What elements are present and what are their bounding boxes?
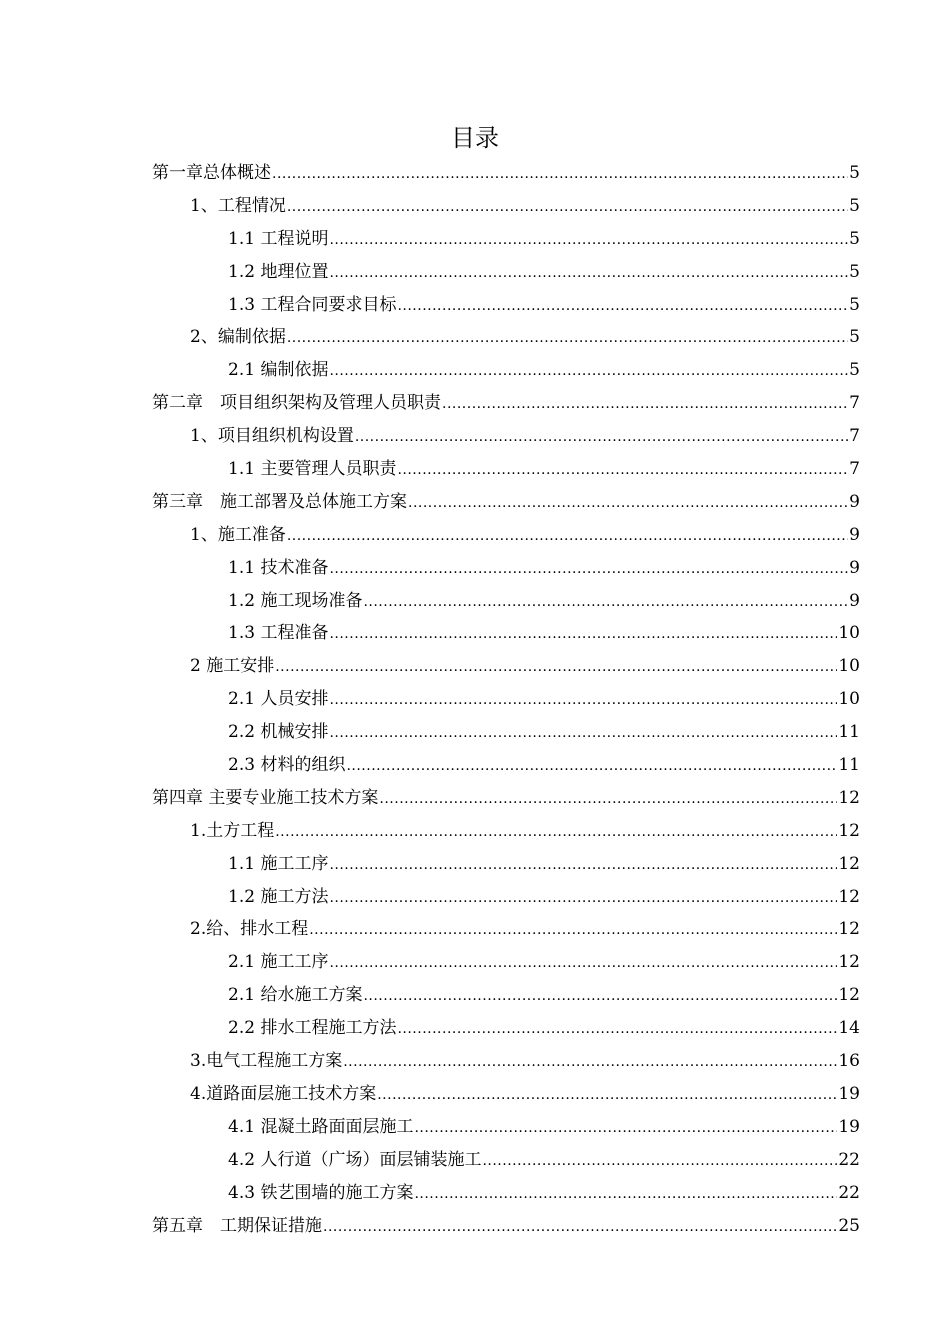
dot-leader	[329, 684, 837, 717]
toc-entry-label: 1.2 施工方法	[228, 886, 329, 907]
toc-entry-label: 1、工程情况	[190, 195, 286, 216]
dot-leader	[343, 1046, 837, 1079]
dot-leader	[275, 651, 837, 684]
toc-entry-page-number: 12	[838, 919, 860, 940]
toc-entry[interactable]	[152, 848, 860, 881]
toc-entry-page-number: 12	[838, 853, 860, 874]
toc-entry-page-number: 5	[849, 228, 860, 249]
toc-title: 目录	[451, 124, 499, 152]
toc-entry-page-number: 7	[849, 393, 860, 414]
toc-entry-page-number: 9	[849, 491, 860, 512]
toc-entry-label: 第一章总体概述	[152, 163, 271, 183]
toc-entry[interactable]	[152, 650, 860, 683]
toc-entry-label: 2.1 施工工序	[228, 952, 329, 973]
toc-entry-page-number: 9	[849, 557, 860, 578]
toc-entry-label: 1.3 工程准备	[228, 623, 329, 644]
toc-entry-label: 第五章 工期保证措施	[152, 1215, 322, 1236]
toc-entry[interactable]	[152, 387, 860, 420]
dot-leader	[329, 355, 848, 388]
dot-leader	[287, 322, 848, 355]
toc-entry[interactable]	[152, 420, 860, 453]
toc-entry-label: 3.电气工程施工方案	[190, 1051, 343, 1072]
toc-entry[interactable]	[152, 1177, 860, 1210]
toc-entry-page-number: 10	[838, 623, 860, 644]
dot-leader	[363, 980, 837, 1013]
dot-leader	[442, 388, 848, 421]
toc-entry[interactable]	[152, 552, 860, 585]
toc-entry-label: 1.1 工程说明	[228, 228, 329, 249]
dot-leader	[414, 1112, 837, 1145]
dot-leader	[329, 882, 837, 915]
toc-entry-page-number: 19	[838, 1116, 860, 1137]
dot-leader	[329, 618, 837, 651]
dot-leader	[287, 191, 848, 224]
toc-entry[interactable]	[152, 190, 860, 223]
toc-entry-label: 1.1 技术准备	[228, 557, 329, 578]
toc-entry-label: 1.1 施工工序	[228, 853, 329, 874]
toc-entry[interactable]	[152, 1012, 860, 1045]
toc-entry-page-number: 9	[849, 524, 860, 545]
toc-entry-label: 2.1 人员安排	[228, 689, 329, 710]
toc-entry[interactable]	[152, 585, 860, 618]
toc-entry[interactable]	[152, 1111, 860, 1144]
dot-leader	[323, 1211, 837, 1244]
toc-entry-page-number: 11	[838, 722, 860, 743]
dot-leader	[272, 158, 848, 191]
toc-entry-page-number: 22	[838, 1149, 860, 1170]
toc-entry-page-number: 12	[838, 886, 860, 907]
toc-entry-page-number: 5	[849, 360, 860, 381]
dot-leader	[275, 816, 837, 849]
dot-leader	[329, 717, 837, 750]
toc-entry-label: 1.2 施工现场准备	[228, 590, 363, 611]
toc-entry-page-number: 11	[838, 755, 860, 776]
toc-entry[interactable]	[152, 716, 860, 749]
toc-entry[interactable]	[152, 157, 860, 190]
toc-entry[interactable]	[152, 1078, 860, 1111]
toc-entry-label: 2.给、排水工程	[190, 919, 309, 940]
dot-leader	[397, 290, 848, 323]
dot-leader	[379, 783, 837, 816]
toc-entry-label: 1.3 工程合同要求目标	[228, 294, 397, 315]
toc-entry-page-number: 5	[849, 261, 860, 282]
dot-leader	[482, 1145, 837, 1178]
toc-entry-label: 1.土方工程	[190, 820, 275, 841]
toc-entry[interactable]	[152, 946, 860, 979]
toc-list	[152, 157, 860, 1242]
dot-leader	[329, 849, 837, 882]
toc-entry-page-number: 5	[849, 163, 860, 183]
dot-leader	[329, 257, 848, 290]
toc-entry-label: 1、项目组织机构设置	[190, 426, 354, 447]
toc-entry-label: 2.2 机械安排	[228, 722, 329, 743]
toc-entry[interactable]	[152, 1210, 860, 1243]
dot-leader	[355, 421, 848, 454]
toc-entry-label: 4.3 铁艺围墙的施工方案	[228, 1182, 414, 1203]
dot-leader	[329, 224, 848, 257]
toc-entry-label: 2.2 排水工程施工方法	[228, 1018, 397, 1039]
toc-entry-page-number: 25	[838, 1215, 860, 1236]
toc-entry[interactable]	[152, 749, 860, 782]
toc-entry[interactable]	[152, 289, 860, 322]
toc-entry-label: 4.2 人行道（广场）面层铺装施工	[228, 1149, 482, 1170]
toc-entry-page-number: 7	[849, 459, 860, 480]
toc-entry-label: 第四章 主要专业施工技术方案	[152, 787, 379, 808]
toc-entry[interactable]	[152, 453, 860, 486]
toc-entry-page-number: 10	[838, 656, 860, 677]
toc-entry[interactable]	[152, 486, 860, 519]
toc-entry[interactable]	[152, 223, 860, 256]
dot-leader	[346, 750, 837, 783]
toc-entry-label: 1.1 主要管理人员职责	[228, 459, 397, 480]
toc-entry-page-number: 10	[838, 689, 860, 710]
toc-entry-page-number: 12	[838, 985, 860, 1006]
toc-entry[interactable]	[152, 979, 860, 1012]
toc-entry-page-number: 14	[838, 1018, 860, 1039]
toc-entry-page-number: 5	[849, 327, 860, 348]
toc-entry[interactable]	[152, 782, 860, 815]
toc-entry[interactable]	[152, 881, 860, 914]
toc-entry-label: 1、施工准备	[190, 524, 286, 545]
toc-entry-page-number: 22	[838, 1182, 860, 1203]
toc-entry-label: 4.1 混凝土路面面层施工	[228, 1116, 414, 1137]
toc-entry-label: 第三章 施工部署及总体施工方案	[152, 491, 407, 512]
dot-leader	[377, 1079, 837, 1112]
dot-leader	[363, 586, 848, 619]
toc-entry[interactable]	[152, 683, 860, 716]
toc-entry[interactable]	[152, 1144, 860, 1177]
dot-leader	[397, 1013, 837, 1046]
toc-entry-label: 2.1 给水施工方案	[228, 985, 363, 1006]
toc-entry-page-number: 12	[838, 787, 860, 808]
toc-entry[interactable]	[152, 617, 860, 650]
dot-leader	[309, 914, 837, 947]
dot-leader	[414, 1178, 837, 1211]
toc-entry-page-number: 5	[849, 195, 860, 216]
toc-entry-label: 1.2 地理位置	[228, 261, 329, 282]
toc-entry-page-number: 9	[849, 590, 860, 611]
toc-entry-page-number: 16	[838, 1051, 860, 1072]
toc-entry-label: 2 施工安排	[190, 656, 275, 677]
dot-leader	[397, 454, 848, 487]
dot-leader	[329, 947, 837, 980]
toc-entry-label: 第二章 项目组织架构及管理人员职责	[152, 393, 441, 414]
toc-entry[interactable]	[152, 1045, 860, 1078]
dot-leader	[329, 553, 848, 586]
toc-entry[interactable]	[152, 354, 860, 387]
dot-leader	[408, 487, 848, 520]
toc-entry[interactable]	[152, 321, 860, 354]
toc-entry[interactable]	[152, 913, 860, 946]
toc-entry-page-number: 7	[849, 426, 860, 447]
toc-entry-label: 2.1 编制依据	[228, 360, 329, 381]
toc-entry-page-number: 12	[838, 952, 860, 973]
toc-entry-page-number: 19	[838, 1083, 860, 1104]
toc-entry[interactable]	[152, 256, 860, 289]
toc-entry-label: 2.3 材料的组织	[228, 755, 346, 776]
dot-leader	[287, 520, 848, 553]
toc-entry[interactable]	[152, 519, 860, 552]
toc-entry-page-number: 12	[838, 820, 860, 841]
toc-entry-label: 2、编制依据	[190, 327, 286, 348]
toc-entry-label: 4.道路面层施工技术方案	[190, 1083, 377, 1104]
toc-entry-page-number: 5	[849, 294, 860, 315]
toc-entry[interactable]	[152, 815, 860, 848]
